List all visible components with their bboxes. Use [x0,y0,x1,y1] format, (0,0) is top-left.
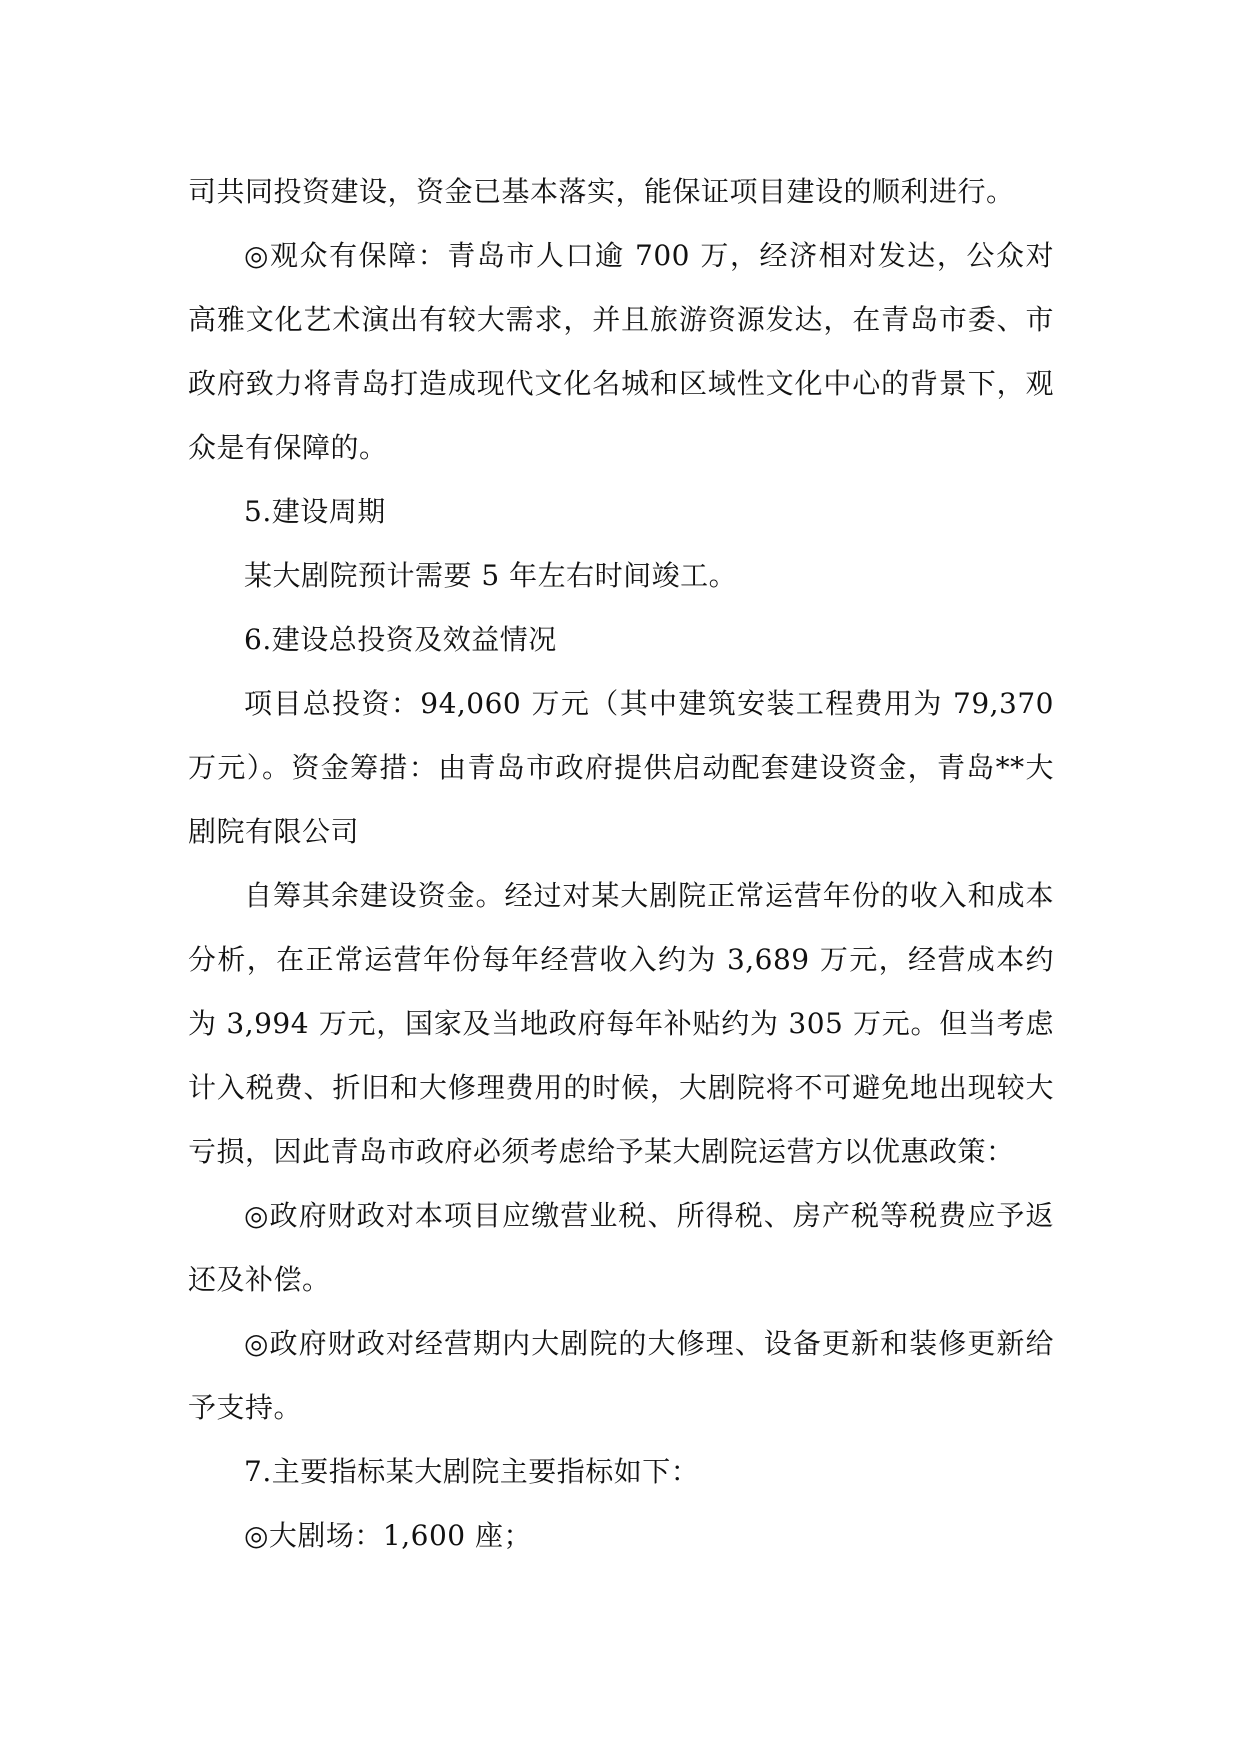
paragraph-revenue-analysis: 自筹其余建设资金。经过对某大剧院正常运营年份的收入和成本分析，在正常运营年份每年经营收入约为 3,689 万元，经营成本约为 3,994 万元，国家及当地政府每年补贴约为 305 万元。但当考虑计入税费、折旧和大修理费用的时候，大剧院将不可避免地出现较大亏损，因此青岛市政府必须考虑给予某大剧院运营方以优惠政策： [188,879,1054,1168]
paragraph-tax-policy: ◎政府财政对本项目应缴营业税、所得税、房产税等税费应予返还及补偿。 [188,1199,1054,1296]
section-heading-investment: 6.建设总投资及效益情况 [244,623,557,656]
paragraph-continuation: 司共同投资建设，资金已基本落实，能保证项目建设的顺利进行。 [188,175,1015,208]
section-heading-main-indicators: 7.主要指标某大剧院主要指标如下： [244,1455,700,1488]
paragraph-construction-period: 某大剧院预计需要 5 年左右时间竣工。 [244,559,738,592]
section-heading-construction-period: 5.建设周期 [244,495,386,528]
paragraph-grand-theater-seats: ◎大剧场：1,600 座； [244,1519,532,1552]
document-body [188,160,1054,1568]
paragraph-total-investment: 项目总投资：94,060 万元（其中建筑安装工程费用为 79,370 万元）。资金筹措：由青岛市政府提供启动配套建设资金，青岛**大剧院有限公司 [188,687,1054,848]
paragraph-maintenance-support: ◎政府财政对经营期内大剧院的大修理、设备更新和装修更新给予支持。 [188,1327,1054,1424]
paragraph-audience: ◎观众有保障：青岛市人口逾 700 万，经济相对发达，公众对高雅文化艺术演出有较大需求，并且旅游资源发达，在青岛市委、市政府致力将青岛打造成现代文化名城和区域性文化中心的背景下，观众是有保障的。 [188,239,1054,464]
